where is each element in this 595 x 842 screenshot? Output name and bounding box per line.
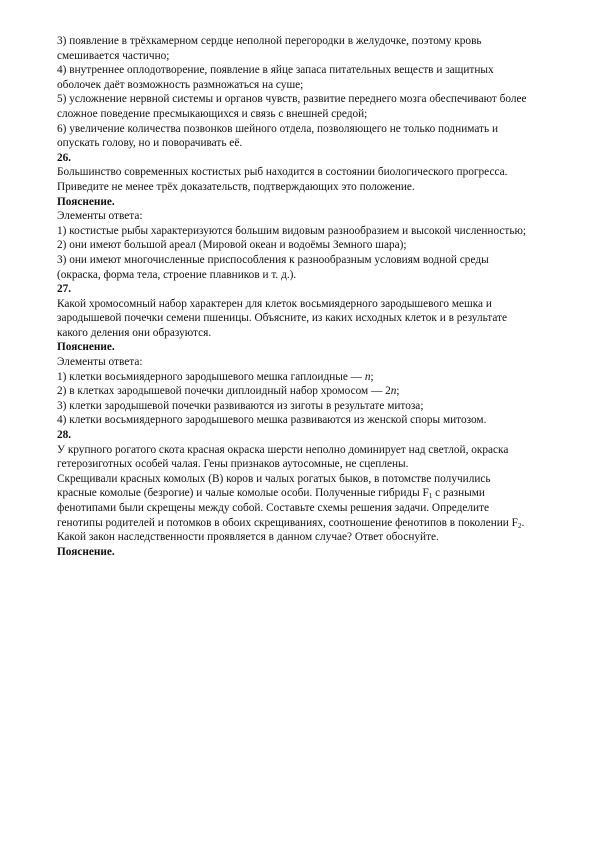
generation-subscript: 1 bbox=[428, 492, 433, 501]
question-text-part: генотипы родителей и потомков в обоих скрещиваниях, соотношение фенотипов в поколении F bbox=[57, 516, 518, 529]
answer-text: ; bbox=[396, 385, 400, 398]
question-26 bbox=[57, 151, 557, 282]
answer-item bbox=[57, 370, 557, 385]
question-number: 27. bbox=[57, 283, 72, 296]
question-text: Какой хромосомный набор характерен для клеток восьмиядерного зародышевого мешка и bbox=[57, 297, 492, 310]
answer-text: 2) в клетках зародышевой почечки диплоидный набор хромосом — 2 bbox=[57, 385, 391, 398]
question-text bbox=[57, 486, 557, 501]
answer-item bbox=[57, 384, 557, 399]
question-text: Приведите не менее трёх доказательств, подтверждающих это положение. bbox=[57, 180, 415, 193]
answer-item: 2) они имеют большой ареал (Мировой океан и водоёмы Земного шара); bbox=[57, 239, 407, 252]
question-text-part: . bbox=[521, 516, 525, 529]
explanation-heading: Пояснение. bbox=[57, 195, 115, 208]
list-item: 5) усложнение нервной системы и органов чувств, развитие переднего мозга обеспечивают более bbox=[57, 93, 527, 106]
list-item: оболочек даёт возможность размножаться на суше; bbox=[57, 78, 304, 91]
list-item: опускать голову, но и поворачивать её. bbox=[57, 137, 243, 150]
question-text-part: красные комолые (безрогие) и чалые комолые особи. Полученные гибриды F bbox=[57, 487, 429, 500]
question-text: У крупного рогатого скота красная окраска шерсти неполно доминирует над светлой, окраска bbox=[57, 443, 509, 456]
previous-answer-list bbox=[57, 34, 557, 151]
answer-item: 1) костистые рыбы характеризуются большим видовым разнообразием и высокой численностью; bbox=[57, 224, 527, 237]
question-text: фенотипами были скрещены между собой. Составьте схемы решения задачи. Определите bbox=[57, 502, 490, 514]
answer-item: 3) клетки зародышевой почечки развиваются из зиготы в результате митоза; bbox=[57, 399, 424, 412]
answer-elements-label: Элементы ответа: bbox=[57, 210, 143, 223]
list-item: 3) появление в трёхкамерном сердце неполной перегородки в желудочке, поэтому кровь bbox=[57, 35, 482, 47]
answer-elements-label: Элементы ответа: bbox=[57, 356, 143, 369]
explanation-heading: Пояснение. bbox=[57, 341, 115, 354]
question-28 bbox=[57, 428, 557, 559]
question-text-part: с разными bbox=[432, 487, 485, 500]
question-number: 26. bbox=[57, 151, 72, 164]
answer-item: (окраска, форма тела, строение плавников и т. д.). bbox=[57, 268, 297, 281]
question-text: Скрещивали красных комолых (В) коров и чалых рогатых быков, в потомстве получились bbox=[57, 472, 491, 485]
formula-variable: n bbox=[364, 370, 371, 383]
answer-text: ; bbox=[370, 370, 374, 383]
question-text: зародышевой почечки семени пшеницы. Объясните, из каких исходных клеток и в результате bbox=[57, 312, 508, 325]
answer-item: 3) они имеют многочисленные приспособления к разнообразным условиям водной среды bbox=[57, 253, 489, 266]
list-item: 4) внутреннее оплодотворение, появление в яйце запаса питательных веществ и защитных bbox=[57, 64, 494, 77]
question-text: Какой закон наследственности проявляется в данном случае? Ответ обоснуйте. bbox=[57, 531, 439, 544]
question-text bbox=[57, 516, 557, 531]
list-item: смешивается частично; bbox=[57, 49, 170, 62]
explanation-heading: Пояснение. bbox=[57, 545, 115, 558]
list-item: сложное поведение пресмыкающихся и связь с внешней средой; bbox=[57, 107, 368, 120]
document-page bbox=[57, 34, 557, 559]
question-text: какого деления они образуются. bbox=[57, 326, 212, 339]
question-number: 28. bbox=[57, 429, 72, 442]
question-text: гетерозиготных особей чалая. Гены признаков аутосомные, не сцеплены. bbox=[57, 458, 409, 471]
answer-item: 4) клетки восьмиядерного зародышевого мешка развиваются из женской споры митозом. bbox=[57, 414, 487, 427]
list-item: 6) увеличение количества позвонков шейного отдела, позволяющего не только поднимать и bbox=[57, 122, 499, 135]
question-27 bbox=[57, 282, 557, 428]
formula-variable: n bbox=[390, 385, 397, 398]
answer-text: 1) клетки восьмиядерного зародышевого мешка гаплоидные — bbox=[57, 370, 365, 383]
generation-subscript: 2 bbox=[517, 521, 522, 530]
question-text: Большинство современных костистых рыб находится в состоянии биологического прогресса. bbox=[57, 166, 508, 179]
